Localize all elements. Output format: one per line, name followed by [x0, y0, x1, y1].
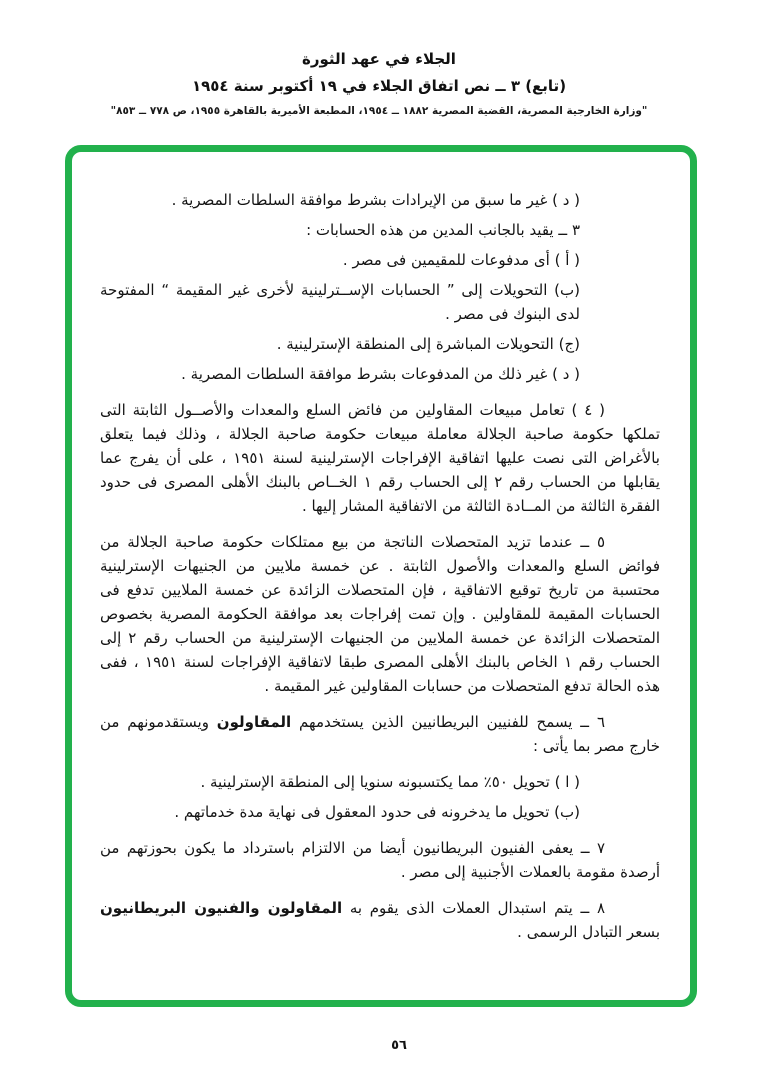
paragraph — [100, 530, 660, 698]
text-segment: ( د ) غير ما سبق من الإيرادات بشرط موافقة السلطات المصرية . — [171, 191, 580, 209]
list-item — [100, 770, 580, 794]
text-segment: بسعر التبادل الرسمى . — [517, 923, 660, 941]
document-frame — [65, 145, 697, 1007]
page-number: ٥٦ — [391, 1038, 407, 1053]
paragraph — [100, 836, 660, 884]
page-header — [0, 50, 758, 117]
text-segment: ٣ ــ يقيد بالجانب المدين من هذه الحسابات : — [306, 221, 580, 239]
page-title: الجلاء في عهد الثورة — [302, 50, 456, 68]
text-segment: ( ٤ ) تعامل مبيعات المقاولين من فائض السلع والمعدات والأصــول الثابتة التى تملكها حكومة صاحبة الجلالة معاملة مبيعات حكومة صاحبة الجلالة ، وذلك فيما يتعلق بالأغراض التى نصت عليها اتفاقية الإفراجات الإسترلينية لسنة ١٩٥١ ، على أن يفرج عما يقابلها من الحساب رقم ٢ إلى الحساب رقم ١ الخــاص بالبنك الأهلى المصرى فى حدود الفقرة الثالثة من المــادة الثالثة من الاتفاقية المشار إليها . — [100, 401, 660, 515]
document-body — [72, 152, 690, 944]
paragraph — [100, 398, 660, 518]
list-item — [100, 800, 580, 824]
text-segment: ( ا ) تحويل ٥٠٪ مما يكتسبونه سنويا إلى المنطقة الإسترلينية . — [200, 773, 580, 791]
paragraph — [100, 896, 660, 944]
text-segment: ٧ ــ يعفى الفنيون البريطانيون أيضا من الالتزام باسترداد ما يكون بحوزتهم من أرصدة مقومة بالعملات الأجنبية إلى مصر . — [100, 839, 660, 881]
text-segment: ( أ ) أى مدفوعات للمقيمين فى مصر . — [342, 251, 580, 269]
text-segment: (ب) التحويلات إلى ” الحسابات الإســترلينية لأخرى غير المقيمة “ المفتوحة لدى البنوك فى مصر . — [100, 281, 580, 323]
list-item — [100, 218, 580, 242]
text-segment: ويستقدمونهم من خارج مصر بما يأتى : — [100, 713, 660, 755]
text-segment: (ج) التحويلات المباشرة إلى المنطقة الإسترلينية . — [276, 335, 580, 353]
text-segment: ٦ ــ يسمح للفنيين البريطانيين الذين يستخدمهم — [291, 713, 605, 731]
source-citation: "وزارة الخارجية المصرية، القضية المصرية ١٨٨٢ ــ ١٩٥٤، المطبعة الأميرية بالقاهرة ١٩٥٥، ص ٧٧٨ ــ ٨٥٣" — [110, 105, 648, 117]
text-segment: ٥ ــ عندما تزيد المتحصلات الناتجة من بيع ممتلكات حكومة صاحبة الجلالة من فوائض السلع والمعدات والأصول الثابتة . عن خمسة ملايين من الجنيهات الإسترلينية محتسبة من تاريخ توقيع الاتفاقية ، فإن المتحصلات الزائدة عن خمسة الملايين تدفع فى الحسابات المقيمة للمقاولين . وإن تمت إفراجات بعد موافقة الحكومة المصرية بخصوص المتحصلات الزائدة عن خمسة الملايين من الجنيهات الإسترلينية من الحساب رقم ٢ إلى الحساب رقم ١ الخاص بالبنك الأهلى المصرى طبقا لاتفاقية الإفراجات لسنة ١٩٥١ ، ففى هذه الحالة تدفع المتحصلات من حسابات المقاولين غير المقيمة . — [100, 533, 661, 695]
list-item — [100, 362, 580, 386]
page-subtitle: (تابع) ٣ ــ نص اتفاق الجلاء في ١٩ أكتوبر سنة ١٩٥٤ — [191, 77, 567, 95]
list-item — [100, 248, 580, 272]
text-segment: ( د ) غير ذلك من المدفوعات بشرط موافقة السلطات المصرية . — [181, 365, 580, 383]
list-item — [100, 188, 580, 212]
bold-text: المقاولون — [216, 713, 292, 731]
page-footer — [0, 1034, 758, 1053]
paragraph — [100, 710, 660, 758]
bold-text: المقاولون والفنيون البريطانيون — [100, 899, 343, 917]
list-item — [100, 332, 580, 356]
list-item — [100, 278, 580, 326]
text-segment: (ب) تحويل ما يدخرونه فى حدود المعقول فى نهاية مدة خدماتهم . — [174, 803, 580, 821]
text-segment: ٨ ــ يتم استبدال العملات الذى يقوم به — [342, 899, 605, 917]
